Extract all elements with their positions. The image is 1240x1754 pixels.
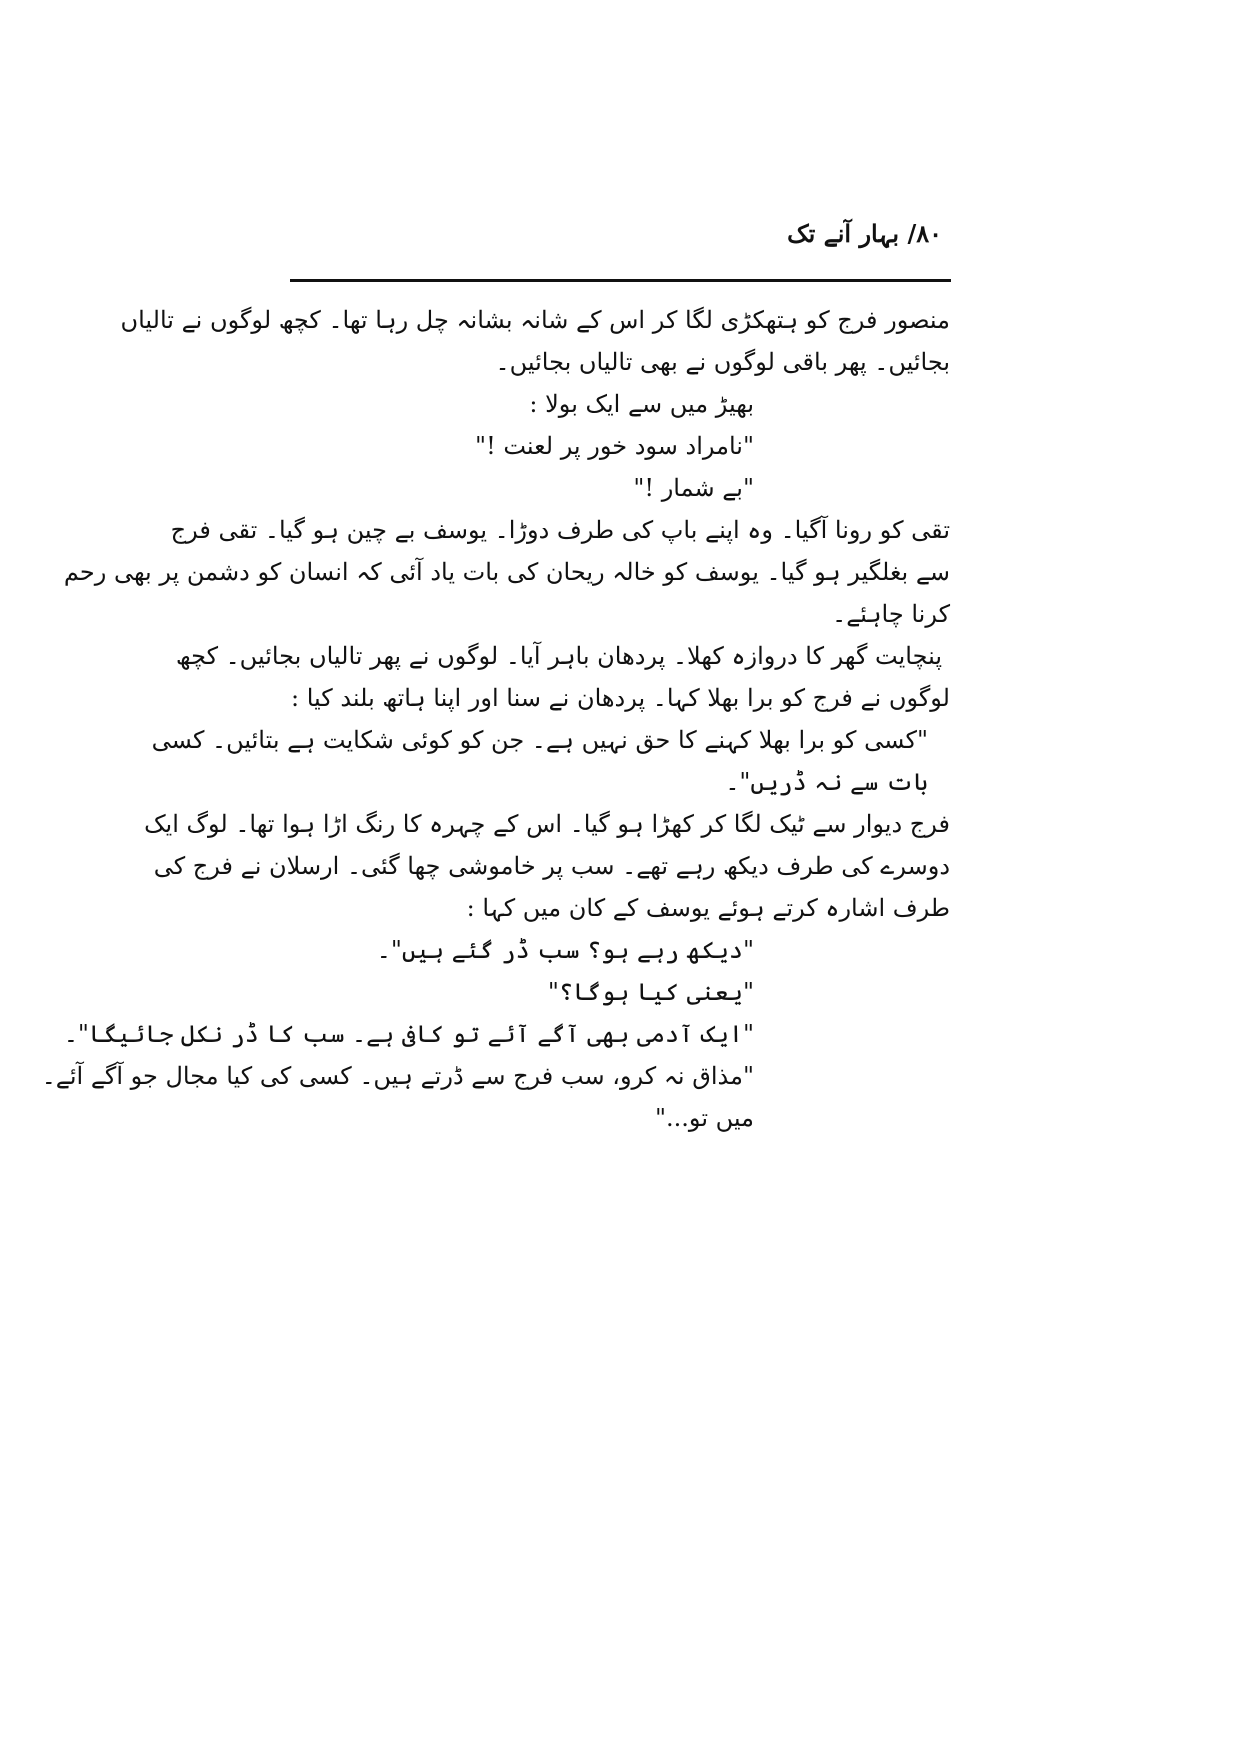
- paragraph-line: بھیڑ میں سے ایک بولا :: [529, 390, 754, 418]
- dialogue-line: "یعنی کیا ہوگا؟": [547, 978, 754, 1006]
- paragraph-line: کرنا چاہئے۔: [832, 600, 950, 628]
- paragraph-line: فرج دیوار سے ٹیک لگا کر کھڑا ہو گیا۔ اس کے چہرہ کا رنگ اڑا ہوا تھا۔ لوگ ایک: [144, 810, 950, 838]
- dialogue-line: "کسی کو برا بھلا کہنے کا حق نہیں ہے۔ جن کو کوئی شکایت ہے بتائیں۔ کسی: [151, 726, 928, 754]
- paragraph-line: سے بغلگیر ہو گیا۔ یوسف کو خالہ ریحان کی بات یاد آئی کہ انسان کو دشمن پر بھی رحم: [63, 558, 950, 586]
- header-divider: [290, 279, 951, 282]
- dialogue-line: "بے شمار !": [633, 474, 754, 502]
- dialogue-line: "نامراد سود خور پر لعنت !": [475, 432, 754, 460]
- paragraph-line: پنچایت گھر کا دروازہ کھلا۔ پردھان باہر آیا۔ لوگوں نے پھر تالیاں بجائیں۔ کچھ: [175, 642, 942, 670]
- paragraph-line: طرف اشارہ کرتے ہوئے یوسف کے کان میں کہا :: [466, 894, 950, 922]
- dialogue-line: بات سے نہ ڈریں"۔: [725, 768, 928, 796]
- paragraph-line: بجائیں۔ پھر باقی لوگوں نے بھی تالیاں بجائیں۔: [495, 348, 950, 376]
- dialogue-line: "مذاق نہ کرو، سب فرج سے ڈرتے ہیں۔ کسی کی کیا مجال جو آگے آئے۔: [41, 1062, 754, 1090]
- paragraph-line: تقی کو رونا آگیا۔ وہ اپنے باپ کی طرف دوڑا۔ یوسف بے چین ہو گیا۔ تقی فرج: [170, 516, 950, 544]
- paragraph-line: منصور فرج کو ہتھکڑی لگا کر اس کے شانہ بشانہ چل رہا تھا۔ کچھ لوگوں نے تالیاں: [120, 306, 950, 334]
- dialogue-line: میں تو...": [655, 1104, 754, 1132]
- dialogue-line: "دیکھ رہے ہو؟ سب ڈر گئے ہیں"۔: [376, 936, 754, 964]
- dialogue-line: "ایک آدمی بھی آگے آئے تو کافی ہے۔ سب کا ڈر نکل جائیگا"۔: [63, 1020, 754, 1048]
- paragraph-line: لوگوں نے فرج کو برا بھلا کہا۔ پردھان نے سنا اور اپنا ہاتھ بلند کیا :: [291, 684, 950, 712]
- paragraph-line: دوسرے کی طرف دیکھ رہے تھے۔ سب پر خاموشی چھا گئی۔ ارسلان نے فرج کی: [153, 852, 950, 880]
- running-header: ۸۰/ بہار آنے تک: [787, 219, 942, 248]
